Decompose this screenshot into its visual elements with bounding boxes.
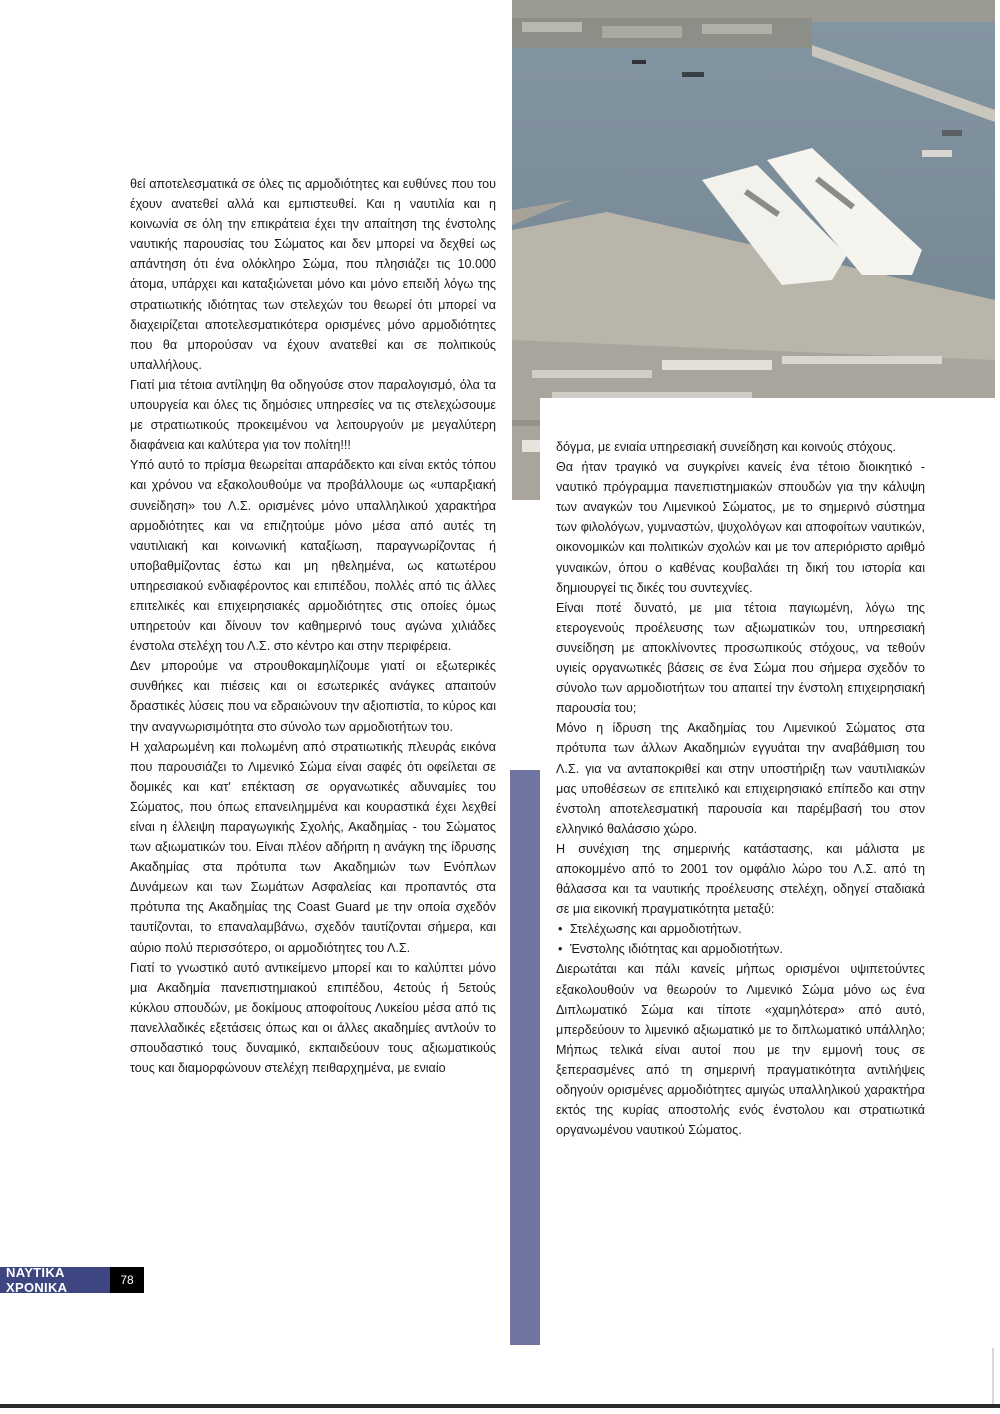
left-paragraph: Υπό αυτό το πρίσμα θεωρείται απαράδεκτο και είναι εκτός τόπου και χρόνου να εξακολουθούμε να προβάλλουμε ως «υπαρξιακή συνείδηση» του Λ.Σ. ορισμένες μόνο υπαλληλικού χαρακτήρα αρμοδιότητες και να επιζητούμε μόνο μέσα από αυτές τη ναυτιλιακή και κοινωνική καταξίωση, παραγνωρίζοντας ή υποβαθμίζοντας έστω και μη ηθελημένα, ως κατωτέρου υπηρεσιακού ενδιαφέροντος και επιπέδου, πολλές από τις άλλες επιτελικές και επιχειρησιακές αρμοδιότητες στις οποίες όμως υπηρετούν και δίνουν τον καθημερινό τους αγώνα χιλιάδες ένστολα στελέχη του Λ.Σ. στο κέντρο και στην περιφέρεια. [130,458,496,654]
bullet-list [556,919,925,959]
page-edge-bottom [0,1404,1000,1408]
left-paragraph: Γιατί μια τέτοια αντίληψη θα οδηγούσε στον παραλογισμό, όλα τα υπουργεία και όλες τις δημόσιες υπηρεσίες να τις στελεχώσουμε με στρατιωτικούς προκειμένου να λειτουργούν με μεγαλύτερη διαφάνεια και καλύτερα για τον πολίτη!!! [130,377,496,453]
left-paragraph: Η χαλαρωμένη και πολωμένη από στρατιωτικής πλευράς εικόνα που παρουσιάζει το Λιμενικό Σώμα είναι σαφές ότι οφείλεται σε δομικές και κατ' επέκταση σε οργανωτικές αδυναμίες του Σώματος, που όπως επανειλημμένα και κουραστικά έχει λεχθεί είναι η έλλειψη παραγωγικής Σχολής, Ακαδημίας - του Σώματος των αξιωματικών του. Είναι πλέον αδήριτη η ανάγκη της ίδρυσης Ακαδημίας στα πρότυπα των Ακαδημιών των Ενόπλων Δυνάμεων και των Σωμάτων Ασφαλείας και προπαντός στα πρότυπα της Ακαδημίας της Coast Guard με την οποία σχεδόν ταυτίζονται, το επαναλαμβάνω, σχεδόν ταυτίζονται σήμερα, και αύριο πολύ περισσότερο, οι αρμοδιότητες του Λ.Σ. [130,739,496,955]
decorative-blue-band [510,770,540,1345]
right-paragraph: Διερωτάται και πάλι κανείς μήπως ορισμένοι υψιπετούντες εξακολουθούν να θεωρούν το Λιμενικό Σώμα μόνο ως ένα Διπλωματικό Σώμα και τίποτε «χαμηλότερα» από αυτό, μπερδεύουν το λιμενικό αξιωματικό με το διπλωματικό υπάλληλο; Μήπως τελικά είναι αυτοί που με την εμμονή τους σε ξεπερασμένες από τη σημερινή πραγματικότητα αντιλήψεις οδηγούν ορισμένες αρμοδιότητες αμιγώς υπαλληλικού χαρακτήρα εκτός της κυρίας αποστολής ενός ένστολου και στρατιωτικά οργανωμένου ναυτικού Σώματος. [556,962,925,1138]
page-number: 78 [110,1267,144,1293]
right-paragraph: Η συνέχιση της σημερινής κατάστασης, και μάλιστα με αποκομμένο από το 2001 τον ομφάλιο λώρο του Λ.Σ. από τη θάλασσα και τα ναυτικής προέλευσης στελέχη, οδηγεί σταδιακά σε μια εικονική πραγματικότητα μεταξύ: [556,841,925,917]
left-paragraph: Δεν μπορούμε να στρουθοκαμηλίζουμε γιατί οι εξωτερικές συνθήκες και πιέσεις και οι εσωτερικές ανάγκες απαιτούν δραστικές λύσεις που να εδραιώνουν την αξιοπιστία, το κύρος και την αναγνωρισιμότητα στο σύνολο των αρμοδιοτήτων του. [130,659,496,734]
right-paragraph: δόγμα, με ενιαία υπηρεσιακή συνείδηση και κοινούς στόχους. [556,440,897,454]
magazine-title: ΝΑΥΤΙΚΑ ΧΡΟΝΙΚΑ [0,1267,110,1293]
page-footer [0,1267,144,1293]
left-text-column [130,174,496,1078]
bullet-item: • Ένστολης ιδιότητας και αρμοδιοτήτων. [556,939,925,959]
right-paragraph: Θα ήταν τραγικό να συγκρίνει κανείς ένα τέτοιο διοικητικό - ναυτικό πρόγραμμα πανεπιστημιακών σπουδών για την κάλυψη των αναγκών του Λιμενικού Σώματος, με το σημερινό σύστημα των φιλολόγων, γυμναστών, ψυχολόγων και αποφοίτων ναυτικών, οικονομικών και πολιτικών σχολών και με τον απεριόριστο αριθμό γυναικών, όπου ο καθένας κουβαλάει τη δική του ιστορία και δημιουργεί τις δικές του συντεχνίες. [556,460,925,595]
right-text-column [556,437,925,1140]
bullet-item: • Στελέχωσης και αρμοδιοτήτων. [556,919,925,939]
left-paragraph: θεί αποτελεσματικά σε όλες τις αρμοδιότητες και ευθύνες που του έχουν ανατεθεί αλλά και εμπιστευθεί. Και η ναυτιλία και η κοινωνία σε όλη την επικράτεια έχει την απαίτηση της ένστολης ναυτικής παρουσίας του Σώματος και δεν μπορεί να δεχθεί ως απάντηση ότι ένα ολόκληρο Σώμα, που πλησιάζει τις 10.000 άτομα, υπάρχει και καταξιώνεται μόνο και μόνο επειδή λόγω της στρατιωτικής ιδιότητας των στελεχών του θεωρεί ότι μπορεί να διαχειρίζεται αποτελεσματικότερα ορισμένες μόνο αρμοδιότητες που θα μπορούσαν να έχουν ανατεθεί και σε πολιτικούς υπαλλήλους. [130,177,496,372]
right-paragraph: Μόνο η ίδρυση της Ακαδημίας του Λιμενικού Σώματος στα πρότυπα των άλλων Ακαδημιών εγγυάται την αναβάθμιση του Λ.Σ. για να ανταποκριθεί και στην υποστήριξη των ναυτιλιακών μας υποθέσεων σε επιτελικό και επιχειρησιακό επίπεδο και στην ένστολη αποτελεσματική παρουσία και παρέμβασή του στον ελληνικό θαλάσσιο χώρο. [556,721,925,836]
left-paragraph: Γιατί το γνωστικό αυτό αντικείμενο μπορεί και το καλύπτει μόνο μια Ακαδημία πανεπιστημιακού επιπέδου, 4ετούς ή 5ετούς κύκλου σπουδών, με δοκίμους αποφοίτους Λυκείου μέσα από τις πανελλαδικές εξετάσεις όπως και οι άλλες ακαδημίες αντλούν το σπουδαστικό τους δυναμικό, εκπαιδεύουν τους αξιωματικούς τους και διαμορφώνουν στελέχη πειθαρχημένα, με ενιαίο [130,960,496,1076]
right-paragraph: Είναι ποτέ δυνατό, με μια τέτοια παγιωμένη, λόγω της ετερογενούς προέλευσης των αξιωματικών του, υπηρεσιακή συνείδηση με αποκλίνοντες προσωπικούς στόχους, να τεθούν υγιείς οργανωτικές βάσεις σε ένα Σώμα που σήμερα σχεδόν το σύνολο των αρμοδιοτήτων του απαιτεί την ένστολη επιχειρησιακή παρουσία του; [556,600,925,716]
